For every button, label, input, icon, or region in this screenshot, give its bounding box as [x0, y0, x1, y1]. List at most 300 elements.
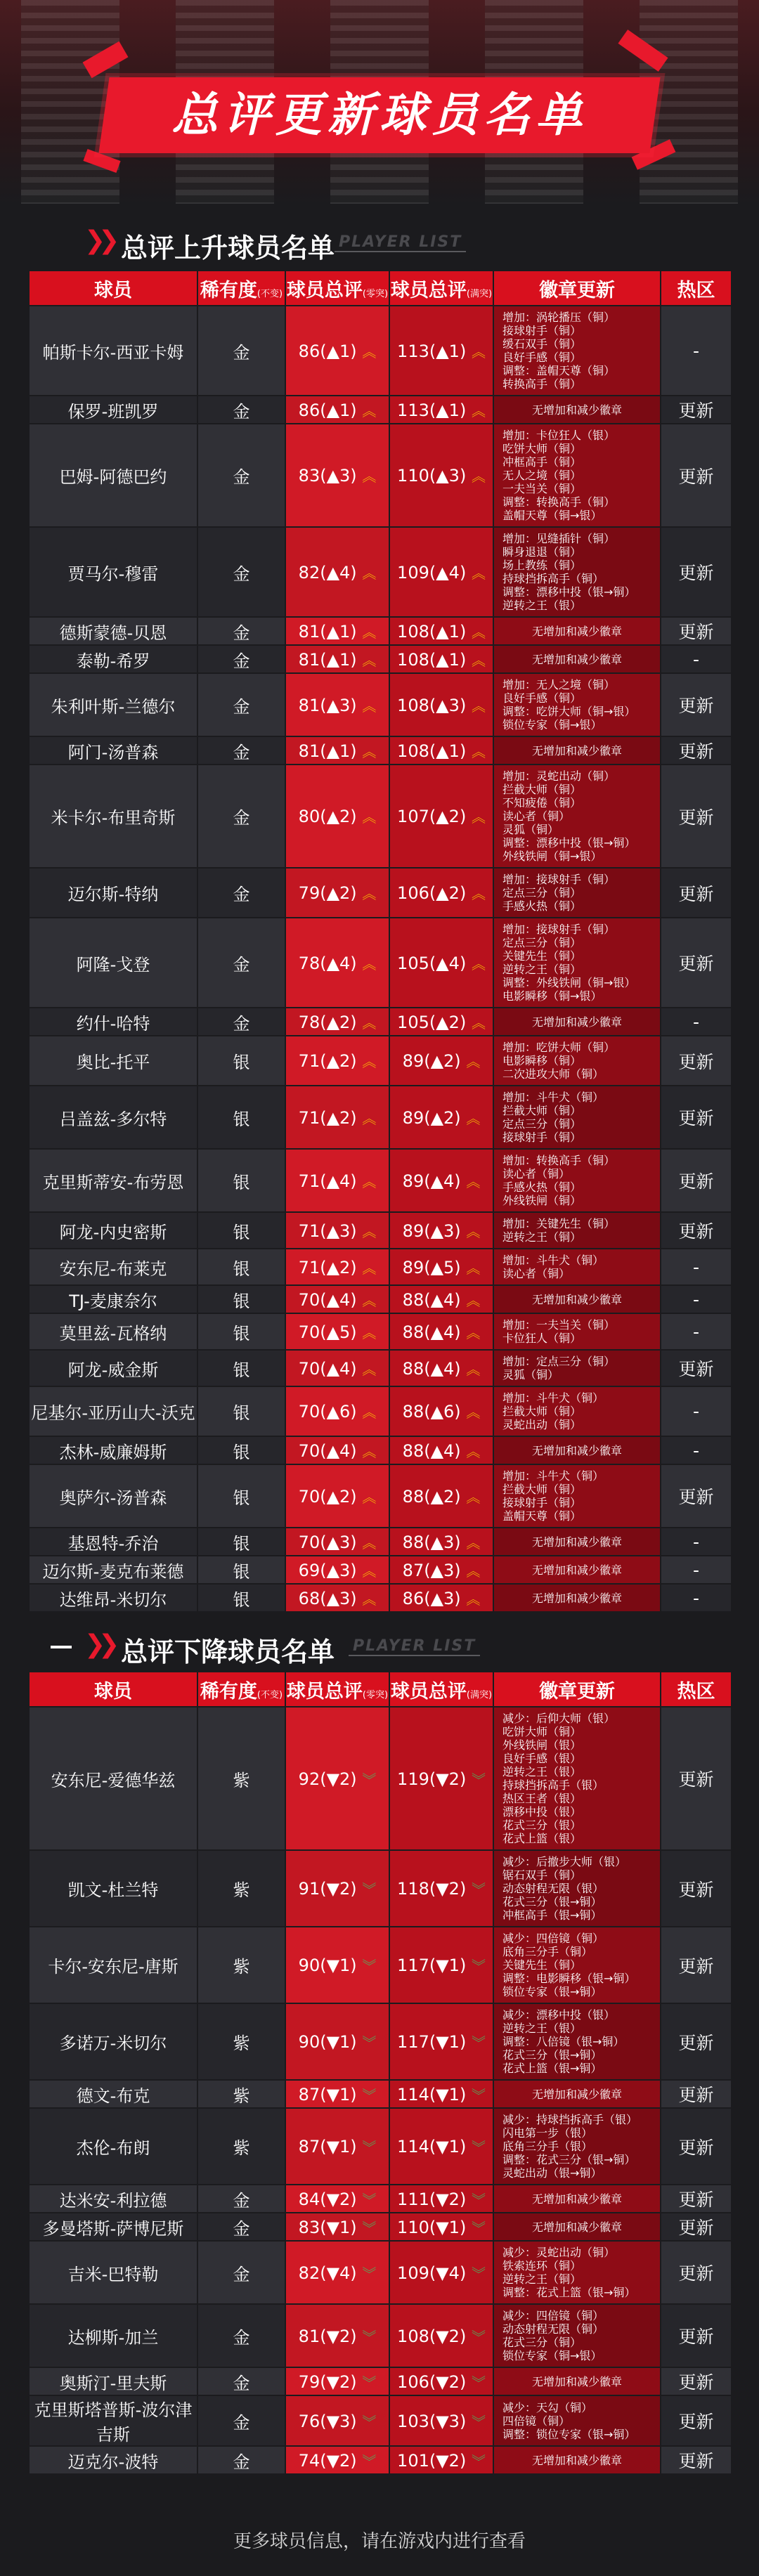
badge-line: 拦截大师（铜） [502, 1405, 582, 1418]
overall-value: 70(▲6) [298, 1402, 357, 1422]
badge-line: 调整：锁位专家（银→铜） [502, 2427, 636, 2441]
double-chevron-up-icon: ︽ [362, 1534, 377, 1552]
table-row [29, 2241, 732, 2304]
overall-value: 82(▼4) [298, 2263, 357, 2283]
badge-updates [493, 918, 661, 1008]
overall-value: 88(▲3) [402, 1532, 461, 1552]
badge-line: 灵狐（铜） [502, 1368, 559, 1381]
table-row [29, 1249, 732, 1285]
table-row [29, 2213, 732, 2241]
hot-zone: 更新 [661, 2213, 732, 2241]
overall-max [389, 645, 493, 673]
overall-max [389, 2080, 493, 2108]
overall-value: 106(▼2) [397, 2372, 467, 2392]
overall-value: 118(▼2) [397, 1879, 467, 1899]
badge-line: 锁位专家（银→铜） [502, 1985, 602, 1998]
player-name: 安东尼-布莱克 [29, 1249, 197, 1285]
overall-max [389, 2213, 493, 2241]
badge-line: 缓石双手（铜） [502, 337, 582, 351]
table-row [29, 2185, 732, 2213]
overall-value: 80(▲2) [298, 807, 357, 826]
overall-value: 88(▲4) [402, 1358, 461, 1379]
col-rarity: 稀有度(不变) [197, 1672, 285, 1707]
double-chevron-up-icon: ︽ [362, 1360, 377, 1378]
player-name: 杰林-威廉姆斯 [29, 1436, 197, 1464]
player-name: 德文-布克 [29, 2080, 197, 2108]
overall-base [285, 1036, 389, 1086]
player-name: 安东尼-爱德华兹 [29, 1707, 197, 1850]
player-name: 杰伦-布朗 [29, 2108, 197, 2185]
player-name: 多诺万-米切尔 [29, 2003, 197, 2080]
rarity: 银 [197, 1464, 285, 1528]
hot-zone: 更新 [661, 2395, 732, 2446]
badge-line: 持球挡拆高手（银） [502, 1778, 604, 1792]
badge-line: 调整：转换高手（铜） [502, 495, 616, 509]
player-name: TJ-麦康奈尔 [29, 1285, 197, 1313]
player-name: 奥比-托平 [29, 1036, 197, 1086]
overall-value: 108(▼2) [397, 2326, 467, 2346]
rarity: 金 [197, 2304, 285, 2367]
overall-base [285, 1285, 389, 1313]
double-chevron-up-icon: ︽ [362, 402, 377, 419]
section-down-subtitle: PLAYER LIST [349, 1637, 480, 1656]
overall-value: 70(▲5) [298, 1322, 357, 1342]
hot-zone: 更新 [661, 868, 732, 918]
double-chevron-up-icon: ︽ [466, 1292, 481, 1309]
double-chevron-up-icon: ︽ [466, 1259, 481, 1277]
double-chevron-icon: ❯❯ [84, 226, 113, 255]
double-chevron-down-icon: ︾ [471, 1958, 486, 1975]
table-header-row [29, 271, 732, 306]
double-chevron-down-icon: ︾ [362, 2086, 377, 2104]
table-row [29, 1927, 732, 2003]
no-badge-change: 无增加和减少徽章 [531, 1591, 622, 1605]
badge-line: 动态射程无限（银） [502, 1882, 604, 1895]
double-chevron-up-icon: ︽ [466, 1223, 481, 1240]
rarity: 金 [197, 1008, 285, 1036]
overall-base [285, 1927, 389, 2003]
double-chevron-up-icon: ︽ [362, 468, 377, 485]
badge-line: 减少：灵蛇出动（铜） [502, 2246, 616, 2259]
badge-line: 冲框高手（铜） [502, 455, 582, 469]
badge-updates [493, 1086, 661, 1149]
overall-value: 113(▲1) [397, 400, 467, 420]
rarity: 银 [197, 1350, 285, 1386]
badge-line: 调整：花式三分（银→铜） [502, 2153, 636, 2166]
double-chevron-icon: ❯❯ [84, 1630, 113, 1659]
overall-value: 108(▲1) [397, 649, 467, 670]
badge-updates [493, 527, 661, 617]
badge-line: 读心者（铜） [502, 1267, 571, 1280]
overall-base [285, 2367, 389, 2395]
badge-updates [493, 1036, 661, 1086]
overall-base [285, 424, 389, 527]
overall-value: 86(▲1) [298, 341, 357, 361]
double-chevron-down-icon: ︾ [362, 1958, 377, 1975]
overall-value: 79(▼2) [298, 2372, 357, 2392]
overall-value: 105(▲4) [397, 953, 467, 973]
no-badge-change: 无增加和减少徽章 [531, 1535, 622, 1549]
badge-line: 花式三分（银→铜） [502, 1895, 602, 1908]
overall-value: 69(▲3) [298, 1560, 357, 1580]
double-chevron-down-icon: ︾ [471, 2265, 486, 2282]
badge-updates [493, 673, 661, 736]
badge-line: 逆转之王（银） [502, 599, 582, 612]
badge-updates [493, 736, 661, 765]
col-ovr-base: 球员总评(零突) [285, 271, 389, 306]
badge-line: 调整：电影瞬移（银→铜） [502, 1972, 636, 1985]
footer-note: 更多球员信息，请在游戏内进行查看 [233, 2531, 526, 2552]
hot-zone: 更新 [661, 1707, 732, 1850]
overall-value: 70(▲4) [298, 1440, 357, 1461]
overall-value: 106(▲2) [397, 883, 467, 903]
double-chevron-down-icon: ︾ [362, 2328, 377, 2346]
table-row [29, 2446, 732, 2474]
badge-line: 灵蛇出动（铜） [502, 1418, 582, 1431]
double-chevron-up-icon: ︽ [362, 1443, 377, 1460]
badge-line: 电影瞬移（铜→银） [502, 989, 602, 1003]
rarity: 银 [197, 1149, 285, 1212]
player-name: 奥萨尔-汤普森 [29, 1464, 197, 1528]
double-chevron-up-icon: ︽ [471, 1014, 486, 1032]
badge-line: 增加：见缝插针（铜） [502, 532, 616, 545]
double-chevron-up-icon: ︽ [362, 1259, 377, 1277]
player-name: 卡尔-安东尼-唐斯 [29, 1927, 197, 2003]
overall-value: 71(▲2) [298, 1051, 357, 1071]
overall-value: 117(▼1) [397, 1956, 467, 1975]
overall-base [285, 1386, 389, 1436]
double-chevron-up-icon: ︽ [362, 885, 377, 902]
table-row [29, 673, 732, 736]
player-name: 泰勒-希罗 [29, 645, 197, 673]
table-row [29, 1036, 732, 1086]
player-name: 米卡尔-布里奇斯 [29, 765, 197, 868]
no-badge-change: 无增加和减少徽章 [531, 2087, 622, 2101]
hot-zone: 更新 [661, 424, 732, 527]
double-chevron-up-icon: ︽ [362, 743, 377, 760]
overall-value: 103(▼3) [397, 2411, 467, 2431]
double-chevron-up-icon: ︽ [362, 1488, 377, 1506]
table-row [29, 1556, 732, 1584]
player-name: 莫里兹-瓦格纳 [29, 1313, 197, 1350]
overall-max [389, 2304, 493, 2367]
col-badges: 徽章更新 [493, 1672, 661, 1707]
double-chevron-down-icon: ︾ [471, 2413, 486, 2431]
double-chevron-down-icon: ︾ [362, 2219, 377, 2237]
double-chevron-down-icon: ︾ [471, 2191, 486, 2209]
hot-zone: 更新 [661, 1850, 732, 1927]
double-chevron-up-icon: ︽ [471, 885, 486, 902]
double-chevron-up-icon: ︽ [362, 1404, 377, 1421]
table-row [29, 1584, 732, 1612]
overall-value: 81(▲1) [298, 649, 357, 670]
rarity: 紫 [197, 2108, 285, 2185]
overall-max [389, 1528, 493, 1556]
hot-zone: - [661, 1386, 732, 1436]
overall-value: 89(▲5) [402, 1257, 461, 1277]
table-row [29, 396, 732, 424]
double-chevron-up-icon: ︽ [362, 1223, 377, 1240]
hot-zone: 更新 [661, 1086, 732, 1149]
hot-zone: 更新 [661, 673, 732, 736]
rarity: 金 [197, 424, 285, 527]
player-name: 迈克尔-波特 [29, 2446, 197, 2474]
double-chevron-down-icon: ︾ [471, 2374, 486, 2391]
overall-value: 109(▼4) [397, 2263, 467, 2283]
hot-zone: 更新 [661, 2241, 732, 2304]
badge-line: 定点三分（铜） [502, 1117, 582, 1131]
overall-max [389, 2185, 493, 2213]
badge-line: 外线铁闸（银） [502, 1738, 582, 1752]
overall-value: 76(▼3) [298, 2411, 357, 2431]
overall-max [389, 1464, 493, 1528]
badge-line: 灵狐（铜） [502, 823, 559, 836]
double-chevron-down-icon: ︾ [471, 2086, 486, 2104]
hot-zone: - [661, 1285, 732, 1313]
overall-base [285, 2241, 389, 2304]
overall-max [389, 736, 493, 765]
double-chevron-up-icon: ︽ [471, 564, 486, 582]
table-row [29, 2108, 732, 2185]
badge-updates [493, 2185, 661, 2213]
col-ovr-max: 球员总评(满突) [389, 271, 493, 306]
overall-value: 86(▲3) [402, 1588, 461, 1608]
badge-line: 接球射手（铜） [502, 1496, 582, 1509]
hot-zone: 更新 [661, 918, 732, 1008]
badge-line: 增加：斗牛犬（铜） [502, 1091, 604, 1104]
no-badge-change: 无增加和减少徽章 [531, 743, 622, 757]
overall-value: 70(▲2) [298, 1486, 357, 1507]
double-chevron-up-icon: ︽ [362, 1562, 377, 1580]
double-chevron-up-icon: ︽ [466, 1324, 481, 1341]
hot-zone: - [661, 1436, 732, 1464]
badge-line: 良好手感（铜） [502, 691, 582, 705]
up-table [28, 270, 732, 1613]
player-name: 约什-哈特 [29, 1008, 197, 1036]
rarity: 银 [197, 1249, 285, 1285]
section-down-heading [0, 1622, 759, 1671]
overall-base [285, 2304, 389, 2367]
double-chevron-down-icon: ︾ [362, 2265, 377, 2282]
double-chevron-up-icon: ︽ [466, 1173, 481, 1190]
double-chevron-down-icon: ︾ [362, 2452, 377, 2470]
badge-updates [493, 1528, 661, 1556]
rarity: 银 [197, 1285, 285, 1313]
dash-icon [51, 1646, 72, 1648]
overall-max [389, 1850, 493, 1927]
player-name: 基恩特-乔治 [29, 1528, 197, 1556]
badge-line: 减少：四倍镜（铜） [502, 2309, 604, 2322]
badge-updates [493, 1464, 661, 1528]
badge-line: 外线铁闸（铜） [502, 1194, 582, 1207]
table-row [29, 2003, 732, 2080]
hot-zone: 更新 [661, 1350, 732, 1386]
double-chevron-up-icon: ︽ [471, 697, 486, 715]
badge-updates [493, 1386, 661, 1436]
hot-zone: 更新 [661, 527, 732, 617]
rarity: 金 [197, 673, 285, 736]
badge-line: 定点三分（铜） [502, 886, 582, 899]
badge-line: 关键先生（铜） [502, 949, 582, 963]
rarity: 金 [197, 2185, 285, 2213]
overall-max [389, 527, 493, 617]
badge-line: 关键先生（铜） [502, 1958, 582, 1972]
double-chevron-up-icon: ︽ [362, 623, 377, 641]
rarity: 银 [197, 1212, 285, 1249]
double-chevron-up-icon: ︽ [466, 1443, 481, 1460]
no-badge-change: 无增加和减少徽章 [531, 2453, 622, 2467]
overall-max [389, 1386, 493, 1436]
player-name: 克里斯蒂安-布劳恩 [29, 1149, 197, 1212]
overall-value: 81(▲3) [298, 695, 357, 715]
badge-line: 动态射程无限（铜） [502, 2322, 604, 2336]
badge-line: 底角三分手（铜） [502, 1945, 593, 1958]
page-title-box [98, 77, 660, 153]
overall-base [285, 1707, 389, 1850]
table-row [29, 2367, 732, 2395]
badge-updates [493, 1285, 661, 1313]
badge-line: 盖帽天尊（铜→银） [502, 509, 602, 522]
badge-updates [493, 2395, 661, 2446]
overall-value: 71(▲2) [298, 1107, 357, 1128]
badge-line: 花式三分（银→铜） [502, 2048, 602, 2062]
hot-zone: - [661, 1313, 732, 1350]
double-chevron-up-icon: ︽ [466, 1110, 481, 1127]
overall-base [285, 1436, 389, 1464]
overall-value: 79(▲2) [298, 883, 357, 903]
player-name: 奥斯汀-里夫斯 [29, 2367, 197, 2395]
double-chevron-up-icon: ︽ [362, 1110, 377, 1127]
badge-line: 锯石双手（铜） [502, 1868, 582, 1882]
rarity: 银 [197, 1528, 285, 1556]
player-name: 克里斯塔普斯-波尔津吉斯 [29, 2395, 197, 2446]
hot-zone: - [661, 1584, 732, 1612]
badge-line: 减少：漂移中投（银） [502, 2008, 616, 2022]
double-chevron-down-icon: ︾ [471, 2452, 486, 2470]
rarity: 金 [197, 2446, 285, 2474]
badge-line: 花式上篮（银→铜） [502, 2062, 602, 2075]
badge-line: 增加：卡位狂人（银） [502, 429, 616, 442]
col-hot-zone: 热区 [661, 1672, 732, 1707]
overall-base [285, 306, 389, 396]
badge-updates [493, 1313, 661, 1350]
overall-value: 70(▲4) [298, 1289, 357, 1310]
badge-line: 良好手感（银） [502, 1752, 582, 1765]
hot-zone: - [661, 645, 732, 673]
double-chevron-up-icon: ︽ [362, 955, 377, 972]
no-badge-change: 无增加和减少徽章 [531, 2220, 622, 2234]
overall-value: 81(▲1) [298, 741, 357, 761]
overall-value: 81(▼2) [298, 2326, 357, 2346]
overall-value: 81(▲1) [298, 621, 357, 642]
overall-value: 91(▼2) [298, 1879, 357, 1899]
badge-line: 增加：吃饼大师（铜） [502, 1041, 616, 1054]
badge-updates [493, 306, 661, 396]
overall-value: 71(▲4) [298, 1171, 357, 1191]
overall-base [285, 1313, 389, 1350]
badge-updates [493, 2446, 661, 2474]
badge-updates [493, 1556, 661, 1584]
table-row [29, 918, 732, 1008]
overall-max [389, 1350, 493, 1386]
overall-base [285, 2108, 389, 2185]
badge-line: 接球射手（铜） [502, 1131, 582, 1144]
overall-value: 114(▼1) [397, 2084, 467, 2105]
badge-line: 逆转之王（铜） [502, 2272, 582, 2286]
badge-line: 减少：持球挡拆高手（银） [502, 2113, 638, 2126]
badge-line: 接球射手（铜） [502, 324, 582, 337]
col-ovr-max: 球员总评(满突) [389, 1672, 493, 1707]
overall-value: 88(▲4) [402, 1289, 461, 1310]
rarity: 银 [197, 1556, 285, 1584]
badge-line: 漂移中投（银） [502, 1805, 582, 1819]
no-badge-change: 无增加和减少徽章 [531, 2192, 622, 2206]
overall-max [389, 2395, 493, 2446]
double-chevron-down-icon: ︾ [362, 1771, 377, 1788]
overall-max [389, 1556, 493, 1584]
badge-line: 增加：灵蛇出动（铜） [502, 769, 616, 783]
badge-line: 吃饼大师（铜） [502, 442, 582, 455]
overall-value: 89(▲4) [402, 1171, 461, 1191]
table-row [29, 424, 732, 527]
table-row [29, 1850, 732, 1927]
player-name: 帕斯卡尔-西亚卡姆 [29, 306, 197, 396]
badge-line: 增加：接球射手（铜） [502, 923, 616, 936]
table-row [29, 1212, 732, 1249]
table-row [29, 1086, 732, 1149]
double-chevron-down-icon: ︾ [362, 2139, 377, 2156]
overall-max [389, 306, 493, 396]
overall-max [389, 1584, 493, 1612]
badge-line: 闪电第一步（银） [502, 2126, 593, 2140]
double-chevron-down-icon: ︾ [471, 2219, 486, 2237]
overall-base [285, 2185, 389, 2213]
badge-line: 外线铁闸（铜→银） [502, 850, 602, 863]
badge-line: 拦截大师（铜） [502, 1483, 582, 1496]
overall-max [389, 1212, 493, 1249]
overall-max [389, 2367, 493, 2395]
rarity: 银 [197, 1086, 285, 1149]
col-player: 球员 [29, 271, 197, 306]
no-badge-change: 无增加和减少徽章 [531, 1443, 622, 1457]
hot-zone: 更新 [661, 1927, 732, 2003]
overall-value: 74(▼2) [298, 2450, 357, 2471]
table-row [29, 1528, 732, 1556]
badge-line: 手感火热（铜） [502, 1180, 582, 1194]
hot-zone: 更新 [661, 2185, 732, 2213]
no-badge-change: 无增加和减少徽章 [531, 624, 622, 638]
badge-line: 读心者（铜） [502, 1167, 571, 1180]
section-up-heading [0, 218, 759, 267]
badge-line: 逆转之王（银） [502, 2022, 582, 2035]
badge-line: 增加：涡轮播压（铜） [502, 311, 616, 324]
overall-value: 107(▲2) [397, 807, 467, 826]
rarity: 金 [197, 918, 285, 1008]
overall-value: 114(▼1) [397, 2137, 467, 2157]
badge-updates [493, 1149, 661, 1212]
double-chevron-up-icon: ︽ [466, 1534, 481, 1552]
table-row [29, 1313, 732, 1350]
overall-base [285, 1149, 389, 1212]
badge-updates [493, 2213, 661, 2241]
table-row [29, 2395, 732, 2446]
double-chevron-up-icon: ︽ [362, 1324, 377, 1341]
double-chevron-up-icon: ︽ [362, 564, 377, 582]
table-row [29, 1285, 732, 1313]
double-chevron-down-icon: ︾ [471, 2034, 486, 2051]
overall-value: 89(▲2) [402, 1107, 461, 1128]
rarity: 金 [197, 868, 285, 918]
